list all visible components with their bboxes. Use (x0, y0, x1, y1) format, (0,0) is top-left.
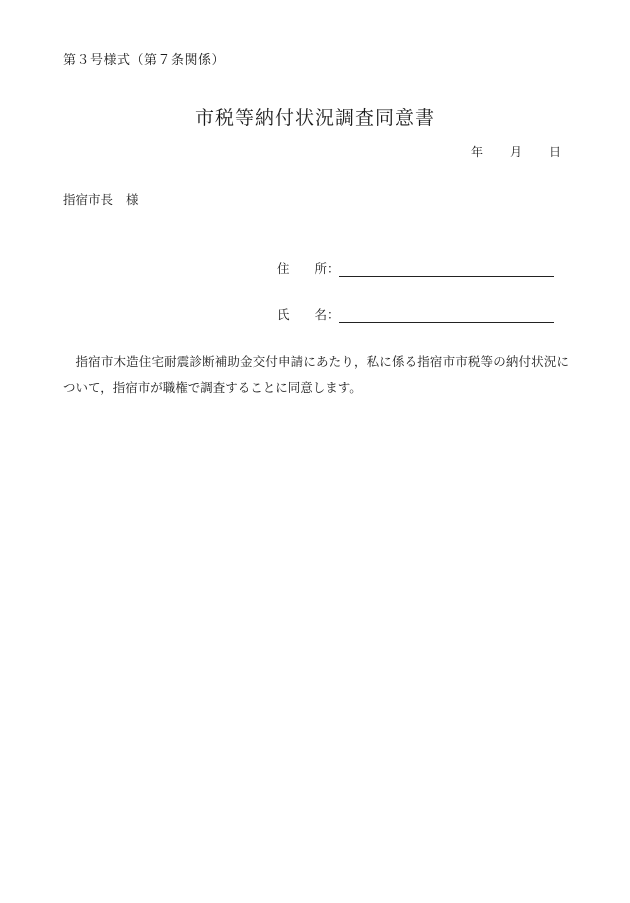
name-colon: ： (327, 307, 340, 322)
address-field-row (277, 259, 554, 277)
date-line (451, 143, 568, 160)
name-input-line[interactable] (339, 308, 554, 323)
address-input-line[interactable] (339, 262, 554, 277)
consent-statement: 指宿市木造住宅耐震診断補助金交付申請にあたり，私に係る指宿市市税等の納付状況について，指宿市が職権で調査することに同意します。 (63, 354, 569, 395)
addressee-honorific: 様 (126, 192, 139, 207)
date-day-label: 日 (549, 145, 562, 159)
addressee (63, 190, 139, 208)
name-label-char-1: 氏 (277, 307, 290, 322)
address-label-char-2: 所 (314, 261, 327, 276)
form-number-label: 第３号様式（第７条関係） (63, 53, 226, 68)
month-blank (490, 143, 510, 160)
addressee-name: 指宿市長 (63, 192, 114, 207)
name-label-char-2: 名 (314, 307, 327, 322)
day-blank (529, 143, 549, 160)
address-label-char-1: 住 (277, 261, 290, 276)
name-field-row (277, 305, 554, 323)
document-title: 市税等納付状況調査同意書 (194, 107, 435, 129)
address-label (277, 259, 327, 277)
date-month-label: 月 (510, 145, 523, 159)
date-year-label: 年 (471, 145, 484, 159)
name-label (277, 305, 327, 323)
year-blank (451, 143, 471, 160)
address-colon: ： (327, 261, 340, 276)
